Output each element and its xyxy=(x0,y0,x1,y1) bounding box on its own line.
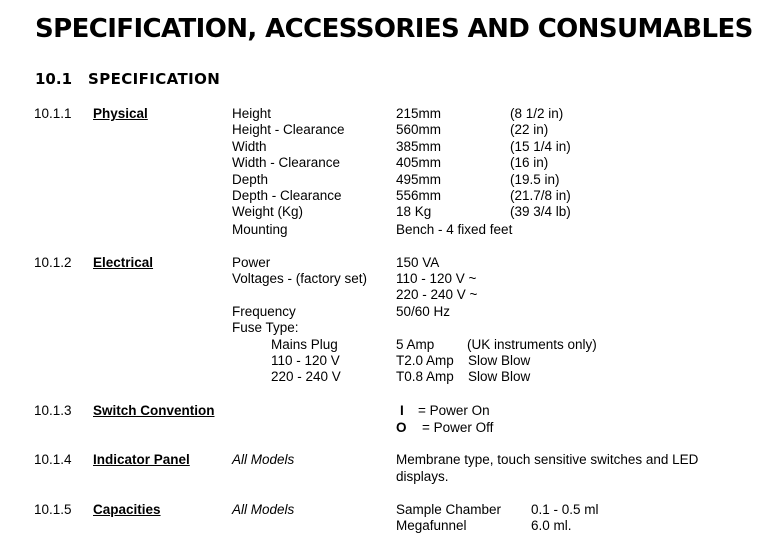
power-on-symbol: I xyxy=(400,403,404,418)
capacities-models: All Models xyxy=(232,502,295,517)
spec-imperial: (8 1/2 in) xyxy=(510,106,564,121)
spec-label: Weight (Kg) xyxy=(232,204,304,219)
spec-imperial: (16 in) xyxy=(510,155,549,170)
power-value: 150 VA xyxy=(396,255,440,270)
power-off-text: = Power Off xyxy=(422,420,494,435)
spec-label: Depth xyxy=(232,172,269,187)
fuse-note: Slow Blow xyxy=(468,353,531,368)
spec-label: Mounting xyxy=(232,222,288,237)
fuse-label: 110 - 120 V xyxy=(271,353,340,368)
spec-value: 556mm xyxy=(396,188,442,203)
fuse-value: T0.8 Amp xyxy=(396,369,454,384)
power-label: Power xyxy=(232,255,271,270)
spec-label: Width xyxy=(232,139,267,154)
fuse-type-label: Fuse Type: xyxy=(232,320,299,335)
capacity-label: Sample Chamber xyxy=(396,502,502,517)
spec-imperial: (15 1/4 in) xyxy=(510,139,571,154)
fuse-value: T2.0 Amp xyxy=(396,353,454,368)
fuse-note: (UK instruments only) xyxy=(467,337,597,352)
capacities-heading: Capacities xyxy=(93,502,161,517)
spec-value: 215mm xyxy=(396,106,442,121)
indicator-models: All Models xyxy=(232,452,295,467)
frequency-label: Frequency xyxy=(232,304,296,319)
fuse-label: Mains Plug xyxy=(271,337,338,352)
physical-number: 10.1.1 xyxy=(34,106,72,121)
electrical-number: 10.1.2 xyxy=(34,255,72,270)
capacities-number: 10.1.5 xyxy=(34,502,72,517)
spec-label: Width - Clearance xyxy=(232,155,341,170)
spec-imperial: (22 in) xyxy=(510,122,549,137)
spec-value: 18 Kg xyxy=(396,204,432,219)
capacity-label: Megafunnel xyxy=(396,518,467,533)
section-number: 10.1 xyxy=(35,70,73,88)
fuse-label: 220 - 240 V xyxy=(271,369,341,384)
switch-number: 10.1.3 xyxy=(34,403,72,418)
spec-imperial: (19.5 in) xyxy=(510,172,560,187)
power-on-text: = Power On xyxy=(418,403,490,418)
electrical-heading: Electrical xyxy=(93,255,154,270)
voltage-value: 110 - 120 V ~ xyxy=(396,271,477,286)
spec-value: 405mm xyxy=(396,155,442,170)
spec-label: Depth - Clearance xyxy=(232,188,342,203)
indicator-description: Membrane type, touch sensitive switches and LED xyxy=(396,452,699,467)
voltages-label: Voltages - (factory set) xyxy=(232,271,368,286)
fuse-note: Slow Blow xyxy=(468,369,531,384)
document-title: SPECIFICATION, ACCESSORIES AND CONSUMABLES xyxy=(35,14,753,44)
indicator-description: displays. xyxy=(396,469,449,484)
fuse-value: 5 Amp xyxy=(396,337,435,352)
section-title: SPECIFICATION xyxy=(88,70,221,88)
spec-value: 560mm xyxy=(396,122,442,137)
indicator-number: 10.1.4 xyxy=(34,452,72,467)
capacity-value: 6.0 ml. xyxy=(531,518,572,533)
switch-heading: Switch Convention xyxy=(93,403,215,418)
capacity-value: 0.1 - 0.5 ml xyxy=(531,502,599,517)
frequency-value: 50/60 Hz xyxy=(396,304,451,319)
spec-imperial: (39 3/4 lb) xyxy=(510,204,571,219)
spec-value: 385mm xyxy=(396,139,442,154)
indicator-heading: Indicator Panel xyxy=(93,452,190,467)
spec-imperial: (21.7/8 in) xyxy=(510,188,571,203)
spec-value: 495mm xyxy=(396,172,442,187)
spec-value: Bench - 4 fixed feet xyxy=(396,222,513,237)
power-off-symbol: O xyxy=(396,420,407,435)
voltage-value: 220 - 240 V ~ xyxy=(396,287,478,302)
spec-label: Height - Clearance xyxy=(232,122,345,137)
spec-label: Height xyxy=(232,106,272,121)
physical-heading: Physical xyxy=(93,106,148,121)
